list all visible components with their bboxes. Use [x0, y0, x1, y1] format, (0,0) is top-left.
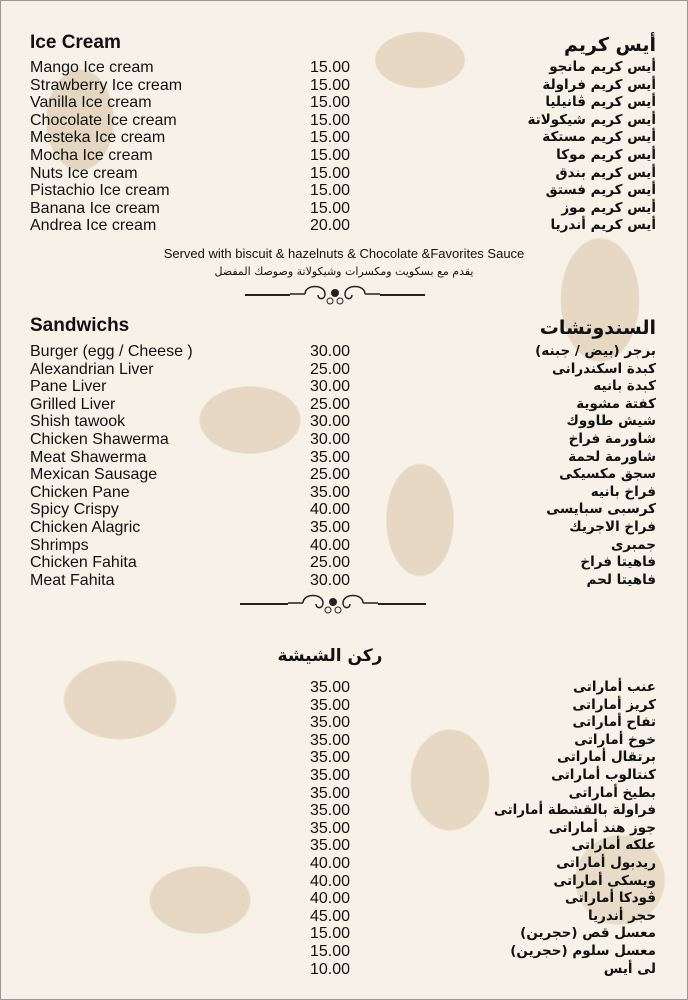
item-name-ar: عنب أماراتى: [573, 679, 656, 695]
item-price: 15.00: [310, 59, 351, 76]
item-name-ar: كفتة مشوية: [576, 395, 656, 412]
menu-item: [30, 679, 656, 697]
menu-item: [30, 925, 656, 943]
menu-item: [30, 749, 656, 767]
item-price: 35.00: [310, 749, 351, 767]
item-price: 15.00: [310, 182, 351, 200]
item-price: 35.00: [310, 696, 351, 714]
shisha-list: [30, 679, 656, 978]
item-name-ar: أيس كريم موكا: [556, 146, 656, 163]
item-name-ar: سجق مكسيكى: [559, 466, 656, 483]
item-price: 15.00: [310, 76, 351, 94]
menu-item: [30, 820, 656, 838]
item-name-en: Strawberry Ice cream: [30, 76, 183, 94]
menu-item: [30, 147, 656, 165]
menu-item: [30, 537, 656, 555]
menu-item: [30, 396, 656, 414]
item-name-en: Vanilla Ice cream: [30, 94, 152, 112]
item-price: 15.00: [310, 111, 351, 129]
menu-item: [30, 466, 656, 484]
item-name-ar: حجر أندريا: [588, 907, 656, 924]
menu-item: [30, 785, 656, 803]
item-name-ar: لى أيس: [603, 960, 656, 977]
item-price: 35.00: [310, 802, 351, 820]
item-price: 25.00: [310, 466, 351, 484]
item-name-en: Andrea Ice cream: [30, 217, 157, 235]
divider-ornament: [240, 591, 426, 615]
item-price: 35.00: [310, 784, 351, 802]
item-name-ar: كبدة بانيه: [593, 378, 656, 395]
item-name-en: Chicken Fahita: [30, 554, 137, 572]
item-name-en: Grilled Liver: [30, 395, 116, 413]
menu-item: [30, 697, 656, 715]
item-name-ar: ڤودكا أماراتى: [564, 890, 656, 907]
item-name-ar: أيس كريم فراولة: [542, 76, 656, 93]
menu-item: [30, 855, 656, 873]
item-name-ar: معسل سلوم (حجرين): [510, 942, 656, 959]
item-price: 10.00: [310, 960, 351, 978]
item-name-en: Banana Ice cream: [30, 199, 160, 217]
ice-cream-list: [30, 59, 656, 235]
item-price: 35.00: [310, 679, 351, 696]
item-name-en: Meat Fahita: [30, 571, 115, 589]
item-price: 25.00: [310, 554, 351, 572]
item-price: 15.00: [310, 925, 351, 943]
shisha-title-ar: ركن الشيشة: [277, 646, 383, 666]
item-name-ar: معسل قص (حجرين): [520, 925, 656, 942]
item-name-ar: شاورمة لحمة: [568, 448, 656, 465]
menu-item: [30, 943, 656, 961]
item-price: 15.00: [310, 129, 351, 147]
item-name-ar: ويسكى أماراتى: [553, 872, 656, 889]
flourish-icon: [290, 282, 380, 306]
item-name-ar: جوز هند أماراتى: [548, 819, 656, 836]
sandwiches-list: [30, 343, 656, 589]
menu-item: [30, 94, 656, 112]
item-name-ar: أيس كريم شيكولاتة: [527, 111, 656, 128]
item-name-ar: كرسبى سبايسى: [546, 501, 656, 518]
item-name-en: Shrimps: [30, 536, 89, 554]
item-name-en: Alexandrian Liver: [30, 360, 154, 378]
menu-item: [30, 343, 656, 361]
item-name-en: Burger (egg / Cheese ): [30, 343, 193, 360]
item-price: 45.00: [310, 907, 351, 925]
menu-item: [30, 802, 656, 820]
item-price: 20.00: [310, 217, 351, 235]
item-name-en: Pistachio Ice cream: [30, 182, 170, 200]
item-name-ar: فاهيتا فراخ: [580, 554, 656, 571]
item-name-ar: فراخ الاجريك: [569, 518, 656, 535]
menu-item: [30, 484, 656, 502]
menu-item: [30, 732, 656, 750]
item-price: 25.00: [310, 360, 351, 378]
menu-item: [30, 182, 656, 200]
item-name-ar: أيس كريم بندق: [555, 164, 656, 181]
menu-item: [30, 361, 656, 379]
item-price: 35.00: [310, 483, 351, 501]
menu-item: [30, 378, 656, 396]
item-price: 35.00: [310, 819, 351, 837]
item-name-en: Mango Ice cream: [30, 59, 154, 76]
menu-item: [30, 501, 656, 519]
menu-item: [30, 217, 656, 235]
item-name-ar: أيس كريم موز: [561, 199, 656, 216]
item-price: 40.00: [310, 890, 351, 908]
item-price: 15.00: [310, 942, 351, 960]
item-name-ar: بطيخ أماراتى: [568, 784, 656, 801]
item-price: 35.00: [310, 766, 351, 784]
item-name-ar: أيس كريم أندريا: [550, 217, 656, 234]
item-name-ar: جمبرى: [610, 536, 656, 553]
item-name-en: Chicken Alagric: [30, 518, 141, 536]
menu-item: [30, 431, 656, 449]
item-name-en: Meat Shawerma: [30, 448, 147, 466]
item-name-en: Chicken Pane: [30, 483, 130, 501]
menu-item: [30, 200, 656, 218]
item-name-ar: برتقال أماراتى: [557, 749, 656, 766]
menu-item: [30, 519, 656, 537]
item-price: 35.00: [310, 714, 351, 732]
item-name-ar: برجر (بيض / جبنه): [535, 343, 656, 359]
item-price: 25.00: [310, 395, 351, 413]
ice-cream-note: Served with biscuit & hazelnuts & Chocolate &Favorites Sauce: [163, 246, 525, 261]
item-price: 40.00: [310, 854, 351, 872]
item-price: 15.00: [310, 164, 351, 182]
menu-item: [30, 961, 656, 979]
menu-item: [30, 129, 656, 147]
menu-item: [30, 837, 656, 855]
menu-item: [30, 449, 656, 467]
menu-item: [30, 59, 656, 77]
item-price: 35.00: [310, 837, 351, 855]
item-name-ar: شيش طاووك: [566, 413, 656, 430]
menu-item: [30, 873, 656, 891]
item-name-ar: كنتالوب أماراتى: [551, 766, 656, 783]
item-name-ar: كبدة اسكندرانى: [551, 360, 656, 377]
item-name-en: Spicy Crispy: [30, 501, 119, 519]
ice-cream-note-ar: يقدم مع بسكويت ومكسرات وشيكولاتة وصوصك المفضل: [214, 265, 474, 278]
item-name-ar: تفاح أماراتى: [572, 714, 656, 731]
item-name-ar: فراولة بالقشطة أماراتى: [493, 802, 656, 819]
menu-item: [30, 767, 656, 785]
menu-item: [30, 554, 656, 572]
item-price: 30.00: [310, 378, 351, 396]
item-price: 35.00: [310, 448, 351, 466]
item-price: 15.00: [310, 146, 351, 164]
item-name-en: Nuts Ice cream: [30, 164, 138, 182]
item-price: 30.00: [310, 413, 351, 431]
item-name-ar: أيس كريم فستق: [545, 182, 656, 199]
item-price: 30.00: [310, 571, 351, 589]
divider-ornament: [245, 282, 425, 306]
menu-item: [30, 112, 656, 130]
flourish-icon: [288, 591, 378, 615]
item-name-ar: كريز أماراتى: [572, 696, 656, 713]
item-name-en: Mesteka Ice cream: [30, 129, 166, 147]
item-name-ar: علكه أماراتى: [571, 837, 656, 854]
menu-item: [30, 413, 656, 431]
item-price: 35.00: [310, 731, 351, 749]
menu-item: [30, 77, 656, 95]
item-name-ar: أيس كريم ڤانيليا: [545, 94, 656, 111]
menu-item: [30, 908, 656, 926]
item-price: 40.00: [310, 536, 351, 554]
item-name-ar: فاهيتا لحم: [586, 571, 656, 588]
item-name-en: Pane Liver: [30, 378, 107, 396]
item-price: 30.00: [310, 343, 351, 360]
menu-item: [30, 714, 656, 732]
item-price: 15.00: [310, 94, 351, 112]
menu-item: [30, 572, 656, 590]
item-name-ar: أيس كريم مستكة: [542, 129, 656, 146]
ice-cream-title-ar: أيس كريم: [563, 34, 656, 56]
item-price: 15.00: [310, 199, 351, 217]
item-name-en: Mocha Ice cream: [30, 146, 153, 164]
sandwiches-title: Sandwichs: [30, 315, 130, 336]
item-name-ar: فراخ بانيه: [590, 483, 656, 500]
ice-cream-title: Ice Cream: [30, 32, 121, 53]
item-name-en: Mexican Sausage: [30, 466, 158, 484]
item-name-en: Chocolate Ice cream: [30, 111, 177, 129]
item-price: 30.00: [310, 430, 351, 448]
item-price: 40.00: [310, 501, 351, 519]
item-name-ar: شاورمة فراخ: [568, 430, 656, 447]
item-price: 40.00: [310, 872, 351, 890]
item-name-ar: ريدبول أماراتى: [556, 854, 656, 871]
item-name-en: Chicken Shawerma: [30, 430, 169, 448]
item-price: 35.00: [310, 518, 351, 536]
item-name-ar: أيس كريم مانجو: [549, 59, 656, 75]
item-name-en: Shish tawook: [30, 413, 126, 431]
item-name-ar: خوخ أماراتى: [574, 731, 656, 748]
menu-item: [30, 890, 656, 908]
menu-item: [30, 165, 656, 183]
sandwiches-title-ar: السندوتشات: [539, 317, 656, 339]
